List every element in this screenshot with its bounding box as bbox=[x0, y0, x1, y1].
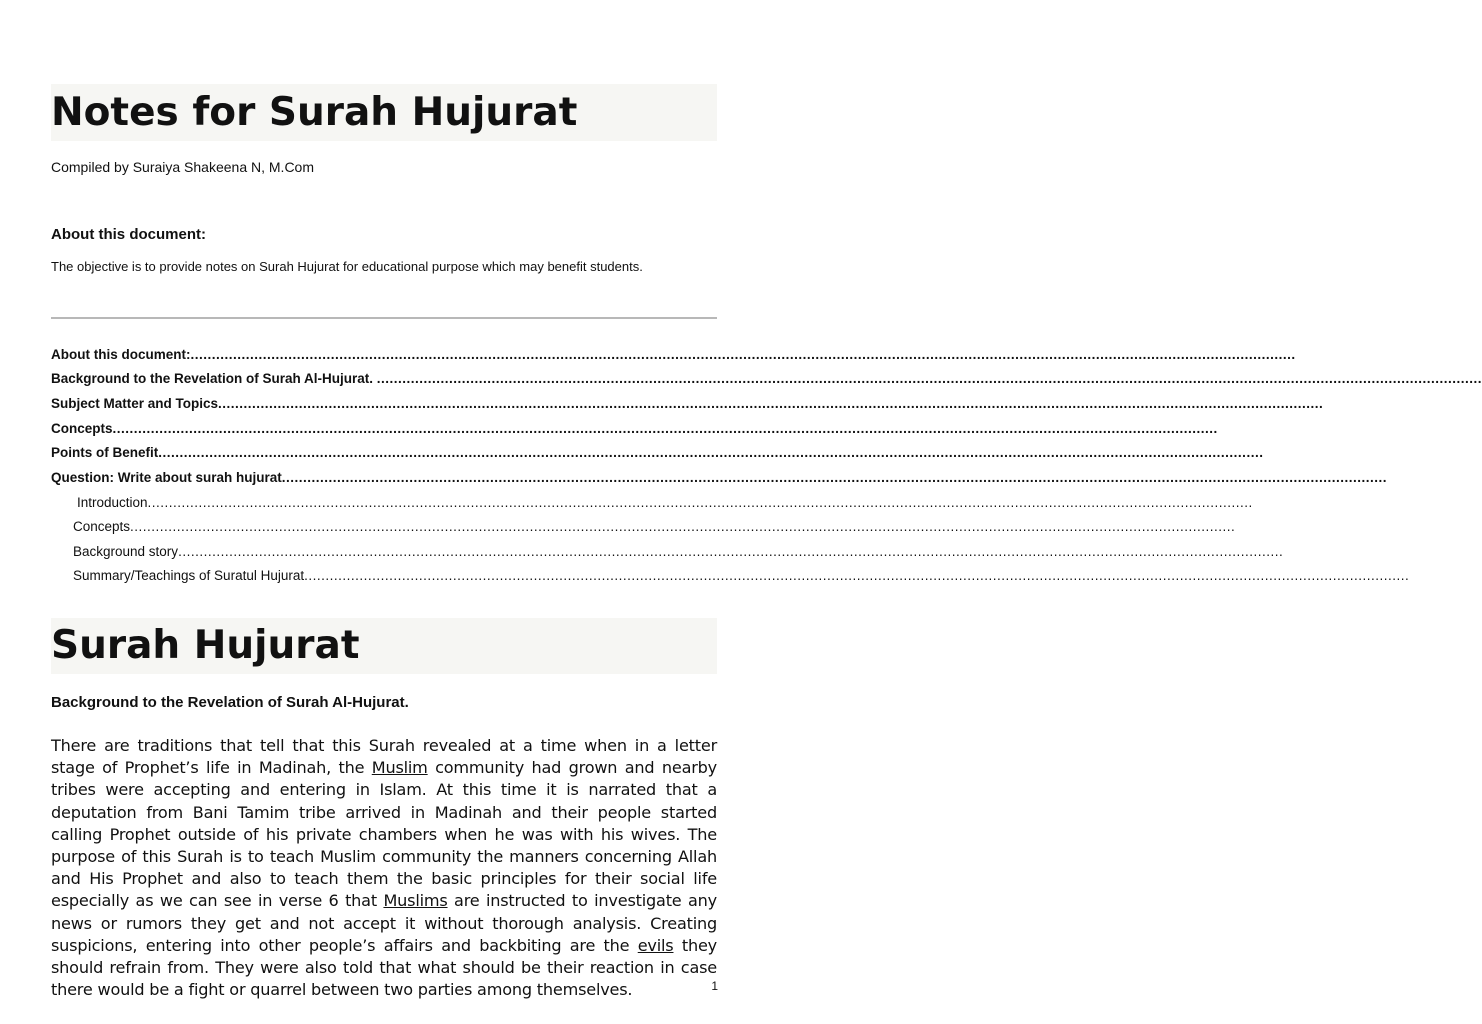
toc-entry-label: Concepts bbox=[51, 421, 113, 436]
toc-entry[interactable] bbox=[73, 567, 1410, 585]
toc-entry-label: Concepts bbox=[73, 519, 131, 534]
toc-leader-dots: .................................................................................................................................................................................................................................................................... bbox=[158, 445, 1264, 460]
text-run: are instructed to investigate any news or rumors they get and not accept it without thorough analysis. Creating suspicions, entering into other people’s affairs and backbiting are the bbox=[51, 891, 717, 955]
toc-leader-dots: .................................................................................................................................................................................................................................................................... bbox=[147, 495, 1253, 510]
text-run: they should refrain from. They were also told that what should be their reaction in case there would be a fight or quarrel between two parties among themselves. bbox=[51, 935, 717, 1000]
toc-entry-label: Background story bbox=[73, 544, 179, 559]
toc-entry-label: Summary/Teachings of Suratul Hujurat bbox=[73, 568, 305, 583]
about-heading: About this document: bbox=[51, 226, 206, 243]
toc-entry-label: Introduction bbox=[77, 495, 148, 510]
underlined-word: evils bbox=[637, 935, 674, 955]
toc-entry[interactable] bbox=[73, 543, 1284, 561]
toc-entry[interactable] bbox=[51, 469, 1387, 487]
section-heading: Background to the Revelation of Surah Al-Hujurat. bbox=[51, 694, 409, 711]
underlined-word: Muslim bbox=[371, 758, 428, 778]
toc-entry[interactable] bbox=[51, 346, 1296, 364]
toc-leader-dots: .................................................................................................................................................................................................................................................................... bbox=[304, 568, 1410, 583]
toc-leader-dots: .................................................................................................................................................................................................................................................................... bbox=[376, 371, 1482, 386]
toc-leader-dots: .................................................................................................................................................................................................................................................................... bbox=[218, 396, 1324, 411]
title-band bbox=[51, 84, 717, 141]
toc-leader-dots: .................................................................................................................................................................................................................................................................... bbox=[130, 519, 1236, 534]
toc-entry[interactable] bbox=[77, 494, 1253, 512]
toc-leader-dots: .................................................................................................................................................................................................................................................................... bbox=[281, 470, 1387, 485]
toc-entry-label: About this document: bbox=[51, 347, 191, 362]
toc-leader-dots: .................................................................................................................................................................................................................................................................... bbox=[112, 421, 1218, 436]
toc-entry-label: Points of Benefit bbox=[51, 445, 159, 460]
text-run: There are traditions that tell that this Surah revealed at a time when in a letter stage of Prophet’s life in Madinah, the bbox=[51, 736, 717, 778]
toc-entry[interactable] bbox=[51, 370, 1482, 388]
toc-entry-label: Background to the Revelation of Surah Al-Hujurat. bbox=[51, 371, 377, 386]
page-number: 1 bbox=[711, 979, 718, 993]
text-run: community had grown and nearby tribes were accepting and entering in Islam. At this time it is narrated that a deputation from Bani Tamim tribe arrived in Madinah and their people started calling Prophet outside of his private chambers when he was with his wives. The purpose of this Surah is to teach Muslim community the manners concerning Allah and His Prophet and also to teach them the basic principles for their social life especially as we can see in verse 6 that bbox=[51, 758, 717, 911]
section-title: Surah Hujurat bbox=[51, 623, 360, 668]
toc-leader-dots: .................................................................................................................................................................................................................................................................... bbox=[178, 544, 1284, 559]
toc-leader-dots: .................................................................................................................................................................................................................................................................... bbox=[190, 347, 1296, 362]
toc-entry[interactable] bbox=[51, 395, 1324, 413]
divider bbox=[51, 317, 717, 319]
section-title-band bbox=[51, 618, 717, 674]
toc-entry[interactable] bbox=[51, 444, 1264, 462]
toc-entry-label: Subject Matter and Topics bbox=[51, 396, 219, 411]
toc-entry[interactable] bbox=[73, 518, 1236, 536]
compiled-by: Compiled by Suraiya Shakeena N, M.Com bbox=[51, 159, 315, 175]
document-title: Notes for Surah Hujurat bbox=[51, 90, 578, 135]
body-paragraph bbox=[51, 735, 717, 1001]
about-text: The objective is to provide notes on Surah Hujurat for educational purpose which may benefit students. bbox=[51, 259, 643, 274]
toc-entry-label: Question: Write about surah hujurat bbox=[51, 470, 282, 485]
toc-entry[interactable] bbox=[51, 420, 1218, 438]
underlined-word: Muslims bbox=[383, 891, 448, 911]
